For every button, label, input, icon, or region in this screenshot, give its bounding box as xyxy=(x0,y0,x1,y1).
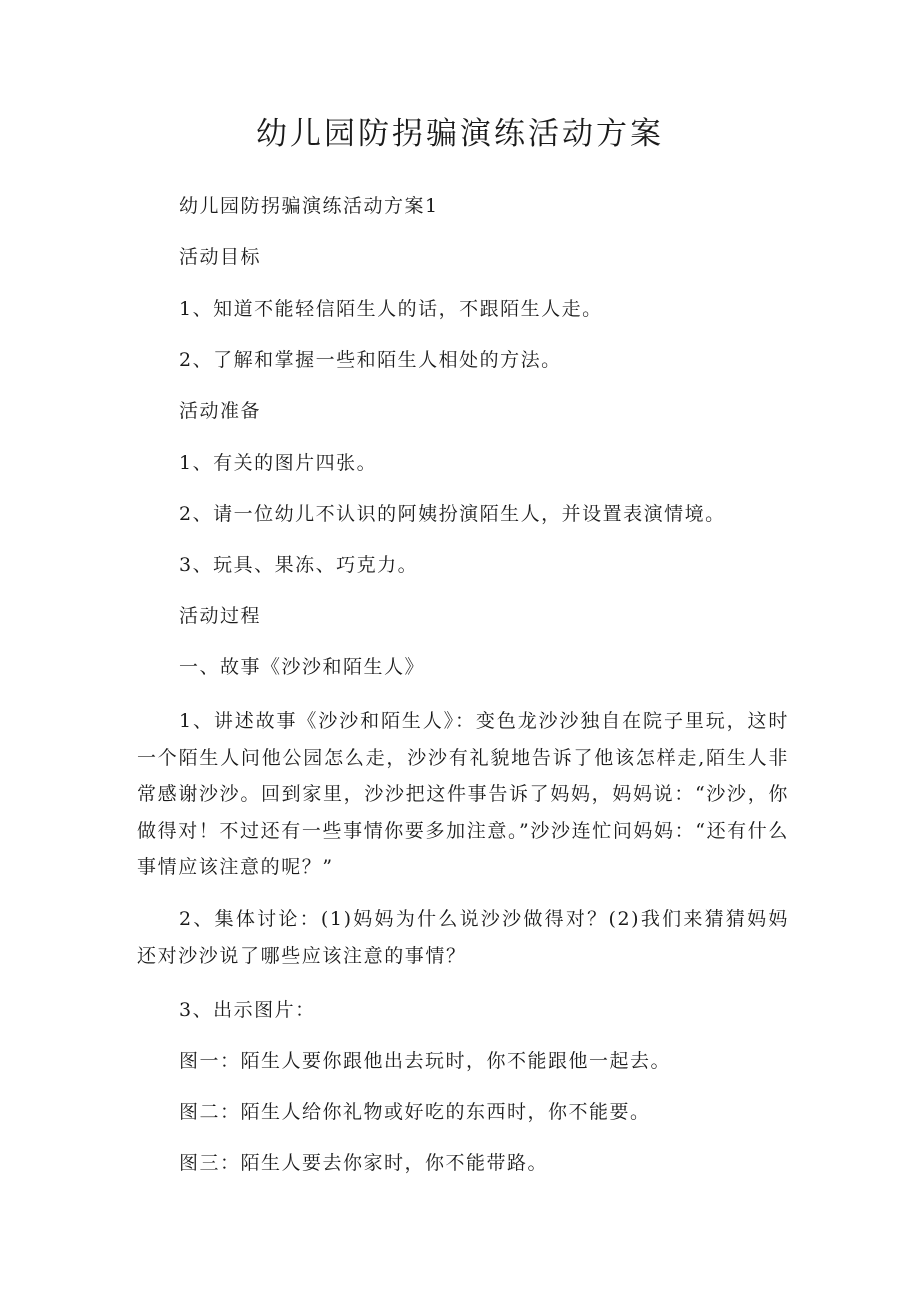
goal-item-1: 1、知道不能轻信陌生人的话，不跟陌生人走。 xyxy=(179,298,603,320)
process-step-1: 1、讲述故事《沙沙和陌生人》：变色龙沙沙独自在院子里玩，这时一个陌生人问他公园怎么走，沙沙有礼貌地告诉了他该怎样走,陌生人非常感谢沙沙。回到家里，沙沙把这件事告诉了妈妈，妈妈说：“沙沙，你做得对！不过还有一些事情你要多加注意。”沙沙连忙问妈妈：“还有什么事情应该注意的呢？” xyxy=(137,710,789,878)
prep-item-3: 3、玩具、果冻、巧克力。 xyxy=(179,554,419,576)
picture-item-1: 图一：陌生人要你跟他出去玩时，你不能跟他一起去。 xyxy=(179,1050,672,1072)
prep-heading: 活动准备 xyxy=(179,400,262,422)
process-heading: 活动过程 xyxy=(179,605,262,627)
prep-item-2: 2、请一位幼儿不认识的阿姨扮演陌生人，并设置表演情境。 xyxy=(179,503,726,525)
section-heading-1: 一、故事《沙沙和陌生人》 xyxy=(179,656,426,678)
document-subtitle: 幼儿园防拐骗演练活动方案1 xyxy=(179,195,439,217)
picture-item-2: 图二：陌生人给你礼物或好吃的东西时，你不能要。 xyxy=(179,1101,651,1123)
prep-item-1: 1、有关的图片四张。 xyxy=(179,452,378,474)
process-step-3: 3、出示图片： xyxy=(179,999,316,1021)
document-title: 幼儿园防拐骗演练活动方案 xyxy=(256,116,664,152)
process-step-2: 2、集体讨论：(1)妈妈为什么说沙沙做得对？(2)我们来猜猜妈妈还对沙沙说了哪些应该注意的事情？ xyxy=(137,908,789,967)
picture-item-3: 图三：陌生人要去你家时，你不能带路。 xyxy=(179,1152,549,1174)
goal-item-2: 2、了解和掌握一些和陌生人相处的方法。 xyxy=(179,349,562,371)
goal-heading: 活动目标 xyxy=(179,246,262,268)
